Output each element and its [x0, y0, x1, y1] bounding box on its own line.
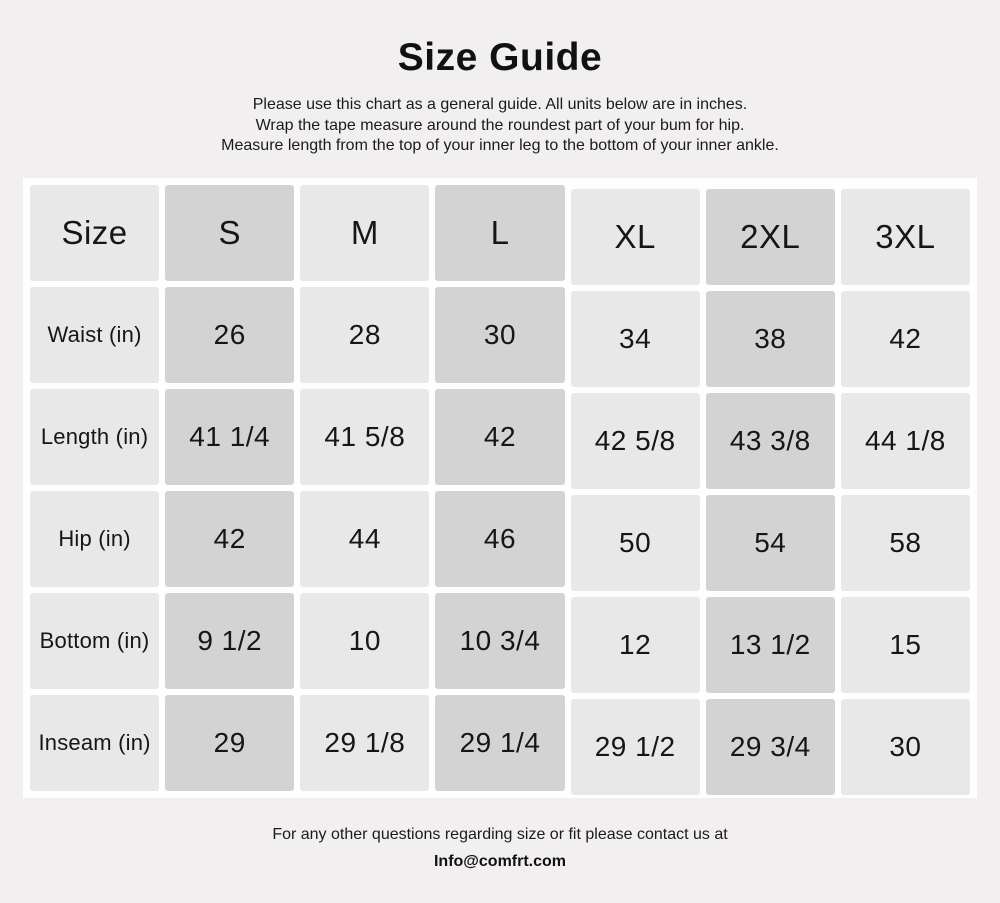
header-cell-3xl: 3XL [841, 189, 970, 285]
cell-length-2xl: 43 3/8 [706, 393, 835, 489]
cell-inseam-s: 29 [165, 695, 294, 791]
cell-inseam-3xl: 30 [841, 699, 970, 795]
cell-length-xl: 42 5/8 [571, 393, 700, 489]
cell-waist-l: 30 [435, 287, 564, 383]
cell-bottom-m: 10 [300, 593, 429, 689]
cell-hip-m: 44 [300, 491, 429, 587]
cell-inseam-l: 29 1/4 [435, 695, 564, 791]
header-cell-l: L [435, 185, 564, 281]
contact-email: Info@comfrt.com [433, 852, 567, 870]
cell-bottom-xl: 12 [571, 597, 700, 693]
row-label-length: Length (in) [30, 389, 159, 485]
size-table [23, 178, 977, 798]
contact-text: For any other questions regarding size or fit please contact us at [272, 825, 728, 843]
header-cell-s: S [165, 185, 294, 281]
cell-inseam-m: 29 1/8 [300, 695, 429, 791]
row-label-hip: Hip (in) [30, 491, 159, 587]
instructions [0, 95, 1000, 157]
cell-length-l: 42 [435, 389, 564, 485]
footer [0, 825, 1000, 872]
cell-waist-m: 28 [300, 287, 429, 383]
cell-waist-s: 26 [165, 287, 294, 383]
header-cell-2xl: 2XL [706, 189, 835, 285]
page-title: Size Guide [397, 36, 603, 79]
header-cell-xl: XL [571, 189, 700, 285]
cell-length-3xl: 44 1/8 [841, 393, 970, 489]
cell-inseam-xl: 29 1/2 [571, 699, 700, 795]
instructions-line-1: Please use this chart as a general guide. All units below are in inches. [252, 96, 748, 113]
instructions-line-3: Measure length from the top of your inner leg to the bottom of your inner ankle. [221, 137, 779, 154]
cell-waist-2xl: 38 [706, 291, 835, 387]
header-cell-size: Size [30, 185, 159, 281]
cell-length-s: 41 1/4 [165, 389, 294, 485]
cell-hip-3xl: 58 [841, 495, 970, 591]
cell-inseam-2xl: 29 3/4 [706, 699, 835, 795]
row-label-bottom: Bottom (in) [30, 593, 159, 689]
row-label-waist: Waist (in) [30, 287, 159, 383]
cell-waist-xl: 34 [571, 291, 700, 387]
cell-bottom-2xl: 13 1/2 [706, 597, 835, 693]
cell-length-m: 41 5/8 [300, 389, 429, 485]
cell-hip-xl: 50 [571, 495, 700, 591]
header-cell-m: M [300, 185, 429, 281]
cell-bottom-3xl: 15 [841, 597, 970, 693]
instructions-line-2: Wrap the tape measure around the roundest part of your bum for hip. [255, 116, 745, 134]
cell-hip-s: 42 [165, 491, 294, 587]
cell-hip-l: 46 [435, 491, 564, 587]
cell-bottom-s: 9 1/2 [165, 593, 294, 689]
cell-waist-3xl: 42 [841, 291, 970, 387]
cell-bottom-l: 10 3/4 [435, 593, 564, 689]
row-label-inseam: Inseam (in) [30, 695, 159, 791]
cell-hip-2xl: 54 [706, 495, 835, 591]
